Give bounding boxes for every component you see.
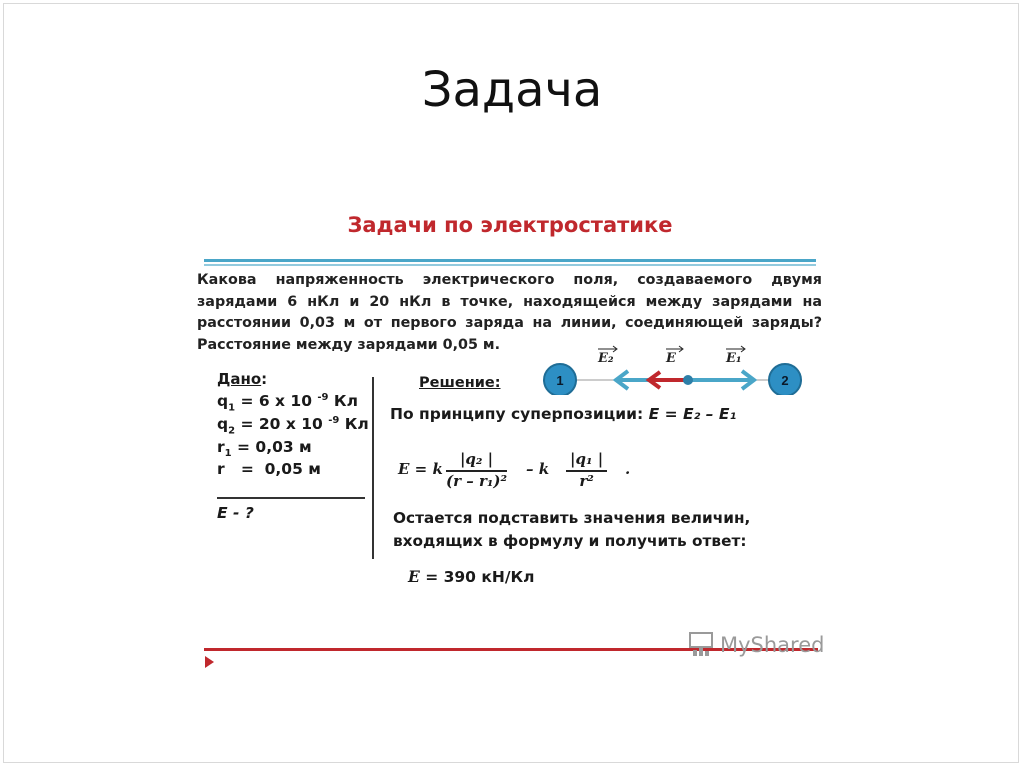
top-divider (204, 259, 816, 262)
e2-label: E₂ (598, 351, 614, 366)
watermark-logo-icon (687, 630, 717, 658)
fraction-2: $\frac{\text{|q₁ |}}{\text{r²}}$ (566, 450, 607, 490)
given-r: r = 0,05 м (217, 460, 321, 478)
watermark-text: MyShared (720, 633, 825, 657)
given-r1: $r_1 = 0,03$ м (217, 438, 312, 460)
problem-text: Какова напряженность электрического поля, создаваемого двумя зарядами 6 нКл и 20 нКл в точке, находящейся между зарядами на расстоянии 0,03 м от первого заряда на линии, соединяющей заряды? Расстояние между зарядами 0,05 м. (197, 272, 822, 353)
given-q1: $q_1 = 6$ x 10 $^{-9}$ Кл (217, 392, 358, 414)
bottom-arrow-icon (205, 656, 214, 668)
e-label: E (666, 351, 676, 366)
slide-title: Задача (421, 62, 603, 118)
given-separator (217, 497, 365, 499)
charges-diagram (540, 345, 810, 395)
vertical-divider (372, 377, 374, 559)
given-find: E - ? (217, 504, 254, 522)
answer: E = 390 кН/Кл (408, 567, 535, 586)
problem-image: Задачи по электростатике Какова напряженность электрического поля, создаваемого двумя зарядами 6 нКл и 20 нКл в точке, находящейся между зарядами на расстоянии 0,03 м от первого заряда на линии, соединяющей заряды? Расстояние между зарядами 0,05 м. Дано: $q_1 = 6$ x 10 $^{-9}$ Кл $q_2 = 20$ x 10 $^{-9}$ Кл $r_1 = 0,03$ м r = 0,05 м E - ? Решение: 1 2 E₂ E E₁ По принципу суперпозиции: E = E₂ – E₁ E = k $\frac{\text{|q₂ |}}{\text{(r – r₁)²}}$ – k $\frac{\text{|q₁ |}}{\text{r²}}$ . Остается подставить значения величин, входящих в формулу и получить ответ: E = 390 кН/Кл MyShared (190, 195, 830, 675)
given-q2: $q_2 = 20$ x 10 $^{-9}$ Кл (217, 415, 369, 437)
point-marker (683, 375, 693, 385)
charge-2-label: 2 (781, 373, 789, 388)
given-title: Дано: (217, 370, 268, 388)
superposition-line: По принципу суперпозиции: E = E₂ – E₁ (390, 405, 737, 423)
e1-label: E₁ (726, 351, 742, 366)
fraction-1: $\frac{\text{|q₂ |}}{\text{(r – r₁)²}}$ (446, 450, 508, 490)
charge-1-label: 1 (556, 373, 564, 388)
solution-title: Решение: (419, 375, 501, 391)
top-divider-shadow (204, 264, 816, 266)
section-title: Задачи по электростатике (347, 213, 673, 237)
solution-note: Остается подставить значения величин, входящих в формулу и получить ответ: (393, 509, 751, 550)
e-resultant-arrow (649, 372, 686, 388)
e1-arrow (690, 371, 754, 389)
